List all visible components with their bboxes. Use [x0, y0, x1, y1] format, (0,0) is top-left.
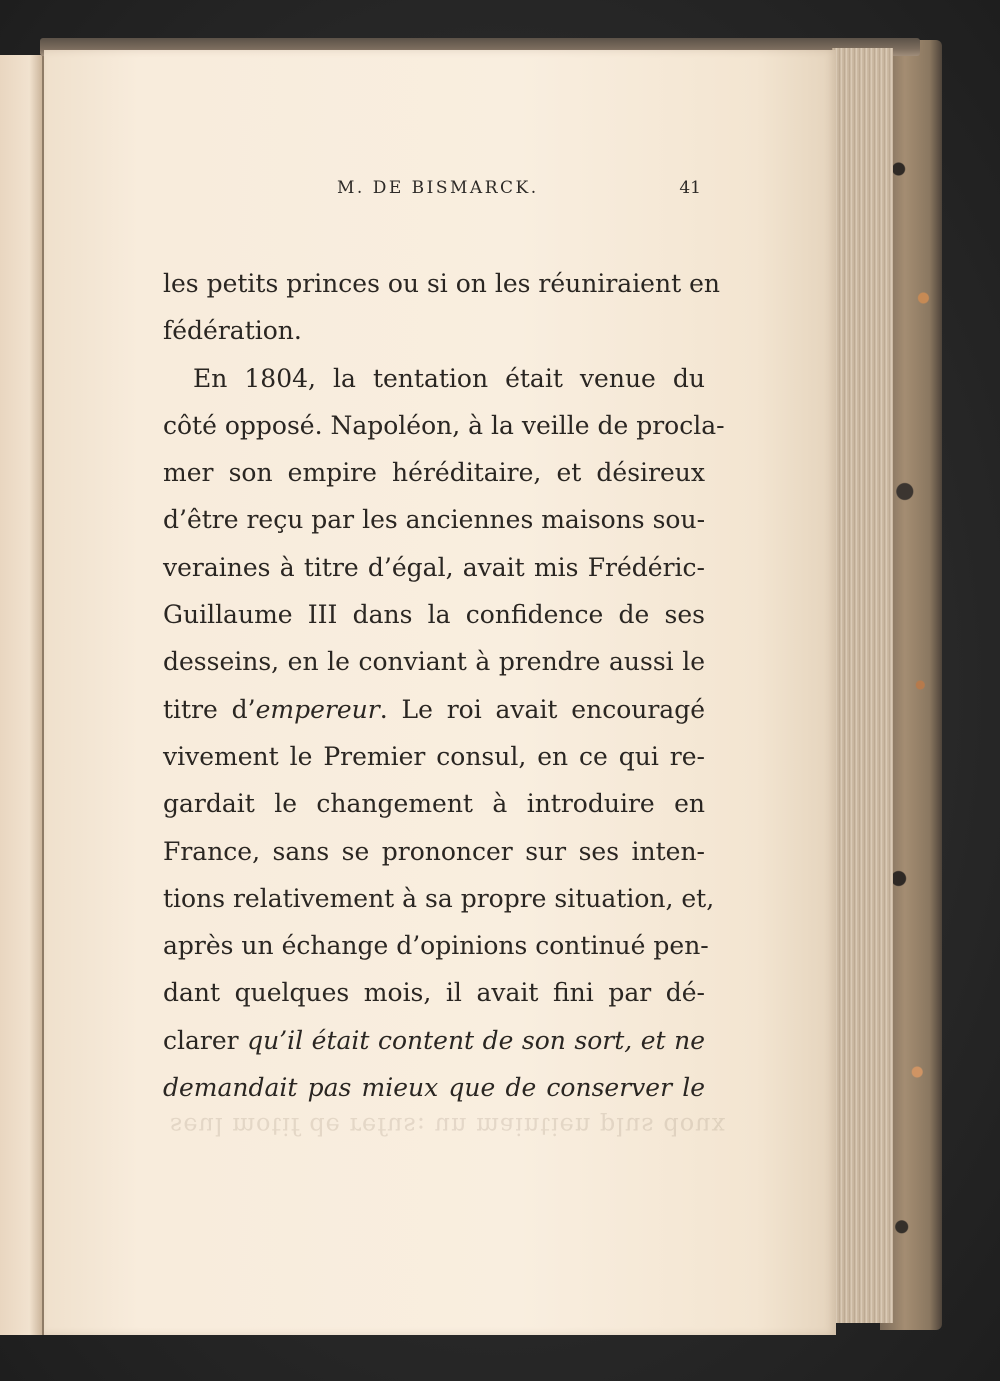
- text-line: [163, 402, 725, 449]
- text-line: [163, 1064, 705, 1111]
- line-text: En 1804, la tentation était venue du: [193, 363, 705, 393]
- line-text: . Le roi avait encouragé: [379, 694, 706, 724]
- line-text: clarer: [163, 1025, 248, 1055]
- show-through-text: seul motif de refus: un maintien plus doux: [170, 1112, 727, 1140]
- line-text: côté opposé. Napoléon, à la veille de procla-: [163, 410, 725, 440]
- text-line: [163, 449, 705, 496]
- text-line: [163, 875, 715, 922]
- line-text: les petits princes ou si on les réuniraient en: [163, 269, 720, 298]
- text-line: [163, 686, 705, 733]
- line-text: d’être reçu par les anciennes maisons sou-: [163, 505, 706, 535]
- text-line: [163, 969, 705, 1016]
- text-line: [163, 733, 705, 780]
- line-text: titre d’: [163, 694, 256, 724]
- text-line: [163, 260, 720, 307]
- text-line: [163, 544, 705, 591]
- text-line: [163, 922, 709, 969]
- text-line: [163, 1017, 705, 1064]
- line-text: veraines à titre d’égal, avait mis Frédéric-: [163, 552, 705, 582]
- page-stack-edge: [832, 48, 893, 1323]
- page-number: 41: [679, 178, 701, 198]
- italic-text: empereur: [255, 694, 380, 724]
- facing-page-edge: [0, 55, 44, 1335]
- text-line: [163, 307, 705, 354]
- text-line: [163, 591, 705, 638]
- running-head: M. DE BISMARCK.: [337, 178, 539, 198]
- page-header: [292, 178, 705, 208]
- line-text: dant quelques mois, il avait fini par dé-: [163, 978, 705, 1008]
- italic-text: qu’il était content de son sort, et ne: [247, 1025, 705, 1055]
- line-text: tions relativement à sa propre situation, et,: [163, 883, 715, 913]
- line-text: après un échange d’opinions continué pen-: [163, 931, 709, 961]
- line-text: mer son empire héréditaire, et désireux: [163, 458, 705, 488]
- text-line: [163, 780, 705, 827]
- text-line: [163, 496, 705, 543]
- line-text: fédération.: [163, 316, 302, 346]
- line-text: France, sans se prononcer sur ses inten-: [163, 836, 705, 866]
- text-line: [163, 638, 705, 685]
- text-line: [163, 355, 705, 402]
- body-text: [163, 260, 725, 1111]
- italic-text: demandait pas mieux que de conserver le: [163, 1073, 705, 1103]
- line-text: gardait le changement à introduire en: [163, 789, 705, 819]
- text-line: [163, 828, 705, 875]
- line-text: Guillaume III dans la confidence de ses: [163, 600, 705, 630]
- line-text: vivement le Premier consul, en ce qui re-: [163, 741, 705, 771]
- line-text: desseins, en le conviant à prendre aussi le: [163, 647, 705, 677]
